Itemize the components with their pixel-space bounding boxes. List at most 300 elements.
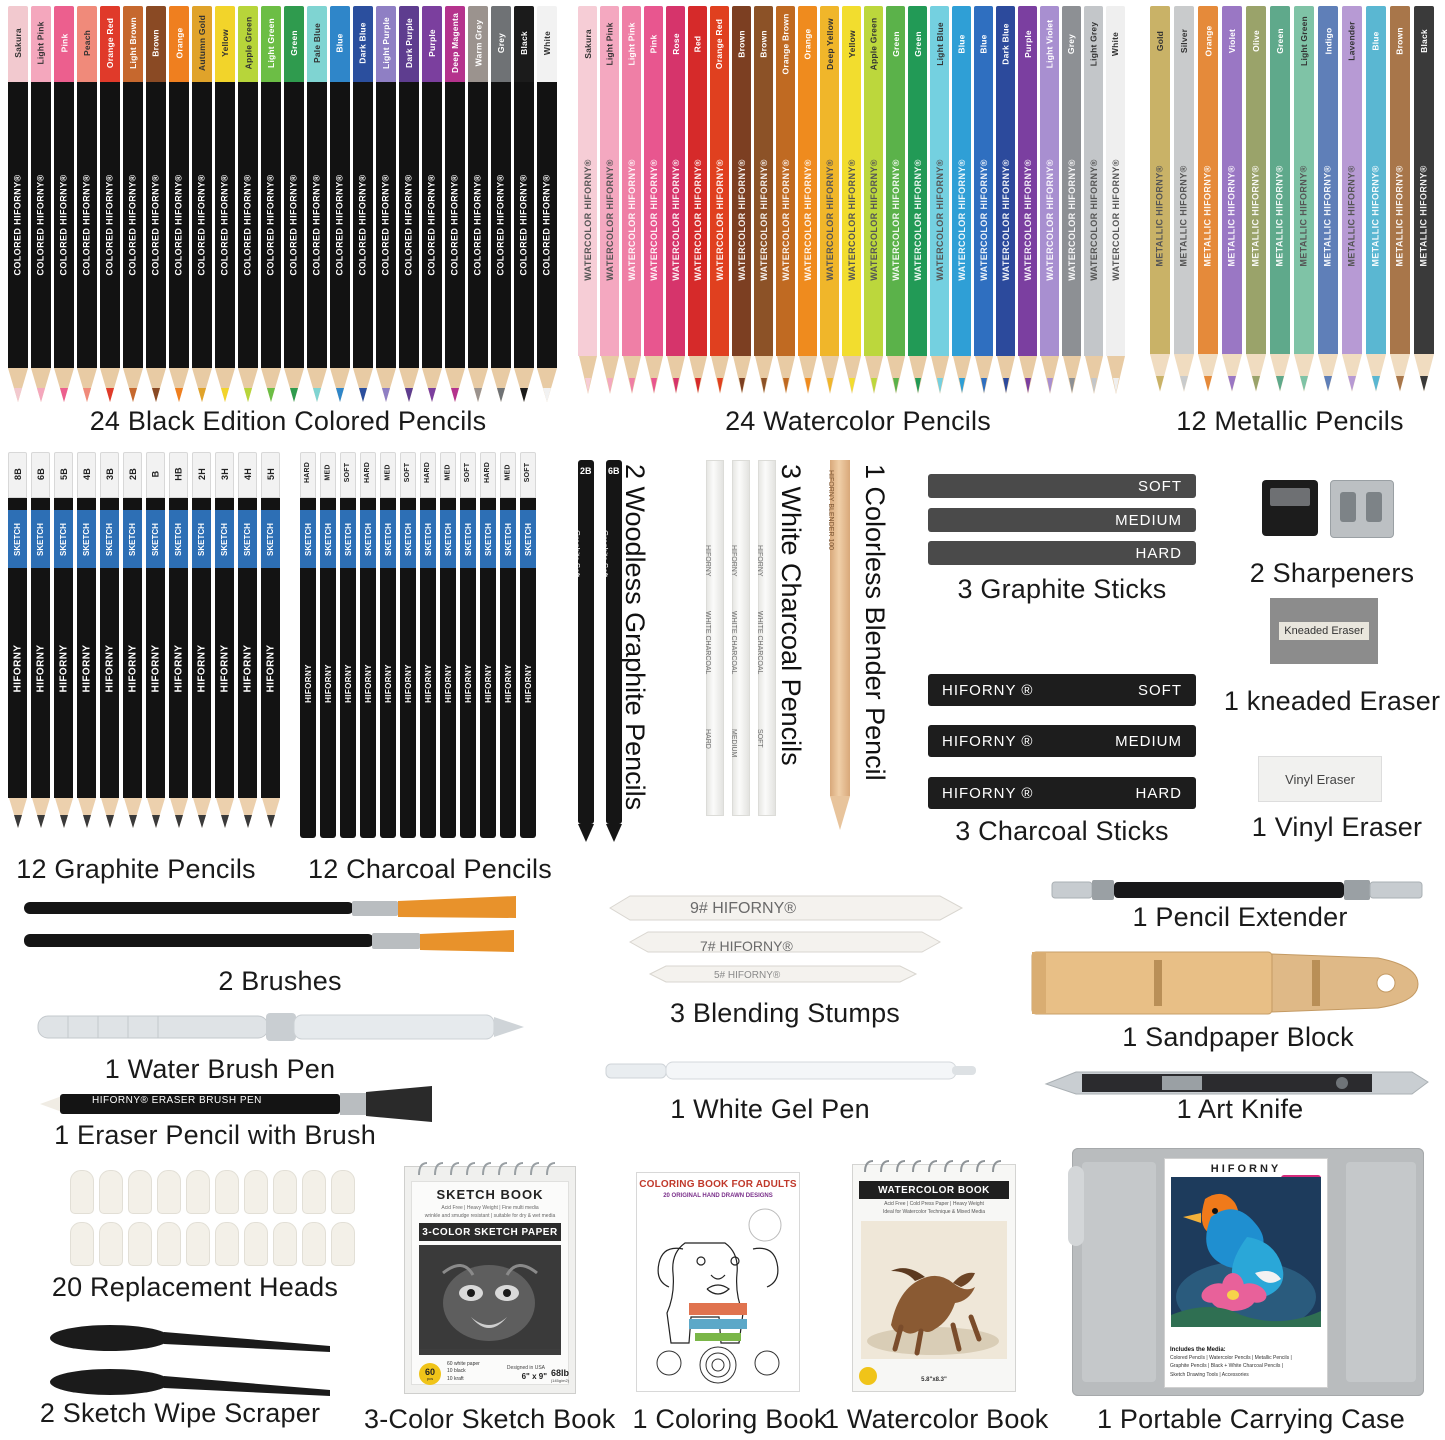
pencil-cap-label: Blue [974,6,993,84]
pencil-cap-label: Sakura [578,6,597,84]
pencil-cap-label: Yellow [215,6,235,82]
pencil-watercolor-12 [842,6,861,393]
pencil-body: COLORED HIFORNY® [468,82,488,368]
pencil-body: METALLIC HIFORNY® [1414,78,1434,354]
pencil-body: SKETCH HIFORNY [8,498,27,798]
charcoal-stick-brand: HIFORNY ® [942,784,1034,802]
pencil-grade-label: 2H [192,452,211,498]
pencil-black-edition-12 [284,6,304,402]
pencil-cap-label: Dark Purple [399,6,419,82]
replacement-head [128,1222,152,1266]
pencil-cap-label: Warm Grey [468,6,488,82]
pencil-body: WATERCOLOR HIFORNY® [842,84,861,356]
pencil-metallic-6 [1294,6,1314,391]
woodless-grade-label: 2B [580,466,592,476]
pencil-body: COLORED HIFORNY® [514,82,534,368]
pencil-body: COLORED HIFORNY® [192,82,212,368]
pencil-series-badge: SKETCH [340,510,356,568]
pencil-lead [1300,376,1308,391]
pencil-lead [1420,376,1428,391]
pencil-black-edition-9 [215,6,235,402]
pencil-blunt-end [420,828,436,838]
pencil-metallic-3 [1222,6,1242,391]
pencil-body: METALLIC HIFORNY® [1366,78,1386,354]
caption-blending-stumps: 3 Blending Stumps [669,998,901,1028]
charcoal-stick-medium [928,725,1196,757]
blender-pencil-label: HIFORNY BLENDER 100 [827,470,834,551]
pencil-cap-label: Light Blue [930,6,949,84]
pencil-black-edition-4 [100,6,120,402]
replacement-head [157,1170,181,1214]
pencil-series-badge: SKETCH [420,510,436,568]
pencil-cap-label: Gold [1150,6,1170,78]
pencil-body: SKETCH HIFORNY [400,498,416,828]
graphite-stick-hard [928,541,1196,565]
caption-carrying-case: 1 Portable Carrying Case [1097,1404,1405,1434]
white-charcoal-grade: HARD [704,729,711,749]
pencil-lead [827,378,833,393]
white-charcoal-brand: HIFORNY [704,545,711,577]
pencil-cap-label: Silver [1174,6,1194,78]
pencil-cap-label: Green [1270,6,1290,78]
caption-white-gel-pen: 1 White Gel Pen [670,1094,870,1124]
pencil-blunt-end [440,828,456,838]
replacement-head [273,1222,297,1266]
pencil-black-edition-23 [537,6,557,402]
pencil-lead [221,388,229,402]
water-brush-pen [28,1002,528,1052]
pencil-blunt-end [500,828,516,838]
pencil-grade-label: HARD [420,452,436,498]
replacement-head [302,1170,326,1214]
pencil-body: COLORED HIFORNY® [261,82,281,368]
charcoal-stick-brand: HIFORNY ® [942,732,1034,750]
pencil-graphite-6 [146,452,165,828]
pencil-cap-label: Light Purple [376,6,396,82]
replacement-head [331,1222,355,1266]
pencil-body: SKETCH HIFORNY [192,498,211,798]
pencil-black-edition-20 [468,6,488,402]
pencil-black-edition-7 [169,6,189,402]
caption-kneaded-eraser: 1 kneaded Eraser [1223,686,1441,716]
pencil-body: SKETCH HIFORNY [420,498,436,828]
sharpener-silver-hole-1 [1340,492,1356,522]
pencil-lead [1113,378,1119,393]
pencil-body: COLORED HIFORNY® [491,82,511,368]
pencil-series-badge: SKETCH [360,510,376,568]
pencil-cap-label: Rose [666,6,685,84]
pencil-grade-label: 2B [123,452,142,498]
blending-stump-7-label: 7# HIFORNY® [700,938,793,954]
replacement-head [99,1222,123,1266]
pencil-cap-label: Brown [732,6,751,84]
white-charcoal-word: WHITE CHARCOAL [730,611,737,675]
caption-sketch-wipe: 2 Sketch Wipe Scraper [39,1398,321,1428]
pencil-body: METALLIC HIFORNY® [1390,78,1410,354]
pencil-metallic-10 [1390,6,1410,391]
replacement-head [244,1222,268,1266]
pencil-body: WATERCOLOR HIFORNY® [996,84,1015,356]
pencil-lead [893,378,899,393]
white-charcoal-grade: MEDIUM [730,729,737,758]
white-charcoal-pencil-1 [732,460,750,816]
pencil-lead [359,388,367,402]
pencil-lead [1156,376,1164,391]
white-charcoal-pencil-0 [706,460,724,816]
caption-blender: 1 Colorless Blender Pencil [860,464,890,781]
graphite-stick-hard-label: HARD [1135,544,1182,562]
pencil-body: METALLIC HIFORNY® [1342,78,1362,354]
caption-woodless: 2 Woodless Graphite Pencils [620,464,650,811]
pencil-cap-label: Dark Blue [353,6,373,82]
caption-black-edition: 24 Black Edition Colored Pencils [89,406,487,436]
pencil-body: WATERCOLOR HIFORNY® [754,84,773,356]
pencil-cap-label: Autumn Gold [192,6,212,82]
kneaded-eraser-label: Kneaded Eraser [1279,622,1369,640]
pencil-graphite-3 [77,452,96,828]
pencil-body: METALLIC HIFORNY® [1318,78,1338,354]
sharpener-silver-hole-2 [1366,492,1382,522]
pencil-cap-label: Light Brown [123,6,143,82]
pencil-grade-label: 5H [261,452,280,498]
pencil-blunt-end [480,828,496,838]
brushes [16,888,536,968]
pencil-grade-label: HARD [480,452,496,498]
pencil-metallic-9 [1366,6,1386,391]
pencil-watercolor-3 [644,6,663,393]
pencil-body: SKETCH HIFORNY [380,498,396,828]
pencil-watercolor-24 [1106,6,1125,393]
pencil-body: SKETCH HIFORNY [520,498,536,828]
eraser-pencil-label: HIFORNY® ERASER BRUSH PEN [92,1095,262,1106]
pencil-grade-label: SOFT [340,452,356,498]
pencil-series-badge: SKETCH [300,510,316,568]
pencil-body: WATERCOLOR HIFORNY® [578,84,597,356]
white-charcoal-grade: SOFT [756,729,763,748]
pencil-cap-label: Blue [1366,6,1386,78]
pencil-lead [267,388,275,402]
pencil-lead [805,378,811,393]
kneaded-eraser [1270,598,1378,664]
pencil-lead [497,388,505,402]
pencil-metallic-1 [1174,6,1194,391]
pencil-grade-label: HARD [300,452,316,498]
pencil-lead [1025,378,1031,393]
pencil-cap-label: Orange [1198,6,1218,78]
pencil-blunt-end [340,828,356,838]
pencil-lead [405,388,413,402]
colorless-blender-pencil [827,452,860,842]
pencil-lead [244,815,252,828]
pencil-lead [336,388,344,402]
pencil-lead [14,388,22,402]
pencil-body: WATERCOLOR HIFORNY® [930,84,949,356]
pencil-body: SKETCH HIFORNY [480,498,496,828]
pencil-body: COLORED HIFORNY® [169,82,189,368]
pencil-cap-label: Grey [1062,6,1081,84]
pencil-body: COLORED HIFORNY® [238,82,258,368]
pencil-lead [739,378,745,393]
pencil-charcoal-11 [520,452,536,838]
pencil-body: METALLIC HIFORNY® [1246,78,1266,354]
pencil-lead [543,388,551,402]
pencil-body: SKETCH HIFORNY [100,498,119,798]
pencil-body: METALLIC HIFORNY® [1270,78,1290,354]
caption-replacement-heads: 20 Replacement Heads [51,1272,339,1302]
pencil-grade-label: 4H [238,452,257,498]
sketch-book-size: 6" x 9" [521,1372,547,1381]
charcoal-stick-brand: HIFORNY ® [942,681,1034,699]
pencil-lead [783,378,789,393]
watercolor-book-note-2: Ideal for Watercolor Technique & Mixed Media [883,1209,985,1215]
pencil-series-badge: SKETCH [380,510,396,568]
caption-brushes: 2 Brushes [218,966,342,996]
pencil-cap-label: Green [886,6,905,84]
pencil-cap-label: White [537,6,557,82]
pencil-body: WATERCOLOR HIFORNY® [908,84,927,356]
pencil-grade-label: MED [440,452,456,498]
sketch-book-note-1: Acid Free | Heavy Weight | Fine multi media [441,1205,539,1211]
pencil-charcoal-9 [480,452,496,838]
pencil-series-badge: SKETCH [460,510,476,568]
pencil-cap-label: Lavender [1342,6,1362,78]
pencil-body: SKETCH HIFORNY [77,498,96,798]
sketch-book-note-2: wrinkle and smudge resistant | suitable for dry & wet media [424,1213,556,1219]
pencil-watercolor-6 [710,6,729,393]
charcoal-stick-hard-label: HARD [1135,784,1182,802]
woodless-body-label: Graphite Soft [572,530,581,578]
pencil-body: METALLIC HIFORNY® [1198,78,1218,354]
pencil-body: SKETCH HIFORNY [500,498,516,828]
pencil-body: METALLIC HIFORNY® [1150,78,1170,354]
pencil-lead [14,815,22,828]
pencil-charcoal-4 [380,452,396,838]
caption-sharpeners: 2 Sharpeners [1249,558,1415,588]
caption-charcoal: 12 Charcoal Pencils [308,854,552,884]
charcoal-stick-soft-label: SOFT [1138,681,1182,699]
charcoal-pencil-set [300,452,540,838]
pencil-lead [629,378,635,393]
pencil-watercolor-21 [1040,6,1059,393]
pencil-lead [1069,378,1075,393]
pencil-black-edition-13 [307,6,327,402]
pencil-lead [474,388,482,402]
pencil-lead [520,388,528,402]
graphite-stick-medium [928,508,1196,532]
pencil-lead [221,815,229,828]
pencil-black-edition-15 [353,6,373,402]
replacement-head [215,1170,239,1214]
sandpaper-block [1026,944,1426,1034]
pencil-grade-label: SOFT [460,452,476,498]
pencil-cap-label: Light Pink [600,6,619,84]
pencil-lead [267,815,275,828]
pencil-black-edition-21 [491,6,511,402]
pencil-series-badge: SKETCH [123,510,142,568]
pencil-body: SKETCH HIFORNY [169,498,188,798]
replacement-head [331,1170,355,1214]
pencil-body: SKETCH HIFORNY [238,498,257,798]
pencil-watercolor-19 [996,6,1015,393]
sketch-book-detail-2: 10 black [447,1368,466,1374]
white-gel-pen [600,1050,980,1090]
pencil-graphite-4 [100,452,119,828]
pencil-series-badge: SKETCH [238,510,257,568]
pencil-blunt-end [520,828,536,838]
pencil-body: WATERCOLOR HIFORNY® [622,84,641,356]
coloring-book-title: COLORING BOOK FOR ADULTS [639,1179,797,1190]
pencil-grade-label: MED [380,452,396,498]
case-includes-title: Includes the Media: [1170,1347,1226,1353]
pencil-body: SKETCH HIFORNY [320,498,336,828]
pencil-series-badge: SKETCH [440,510,456,568]
pencil-lead [1348,376,1356,391]
charcoal-stick-medium-label: MEDIUM [1115,732,1182,750]
pencil-graphite-9 [215,452,234,828]
pencil-lead [959,378,965,393]
pencil-lead [175,815,183,828]
pencil-charcoal-7 [440,452,456,838]
pencil-body: COLORED HIFORNY® [422,82,442,368]
pencil-cap-label: Black [1414,6,1434,78]
replacement-head [128,1170,152,1214]
pencil-cap-label: Purple [1018,6,1037,84]
pencil-lead [382,388,390,402]
pencil-cap-label: Orange Brown [776,6,795,84]
pencil-body: COLORED HIFORNY® [77,82,97,368]
pencil-cap-label: Blue [330,6,350,82]
watercolor-book [852,1164,1016,1392]
pencil-watercolor-5 [688,6,707,393]
pencil-cap-label: Pink [54,6,74,82]
pencil-series-badge: SKETCH [400,510,416,568]
pencil-cap-label: Light Pink [31,6,51,82]
pencil-metallic-7 [1318,6,1338,391]
pencil-cap-label: Yellow [842,6,861,84]
pencil-black-edition-8 [192,6,212,402]
pencil-body: WATERCOLOR HIFORNY® [864,84,883,356]
pencil-blunt-end [320,828,336,838]
pencil-blunt-end [460,828,476,838]
replacement-head [244,1170,268,1214]
sketch-book-band: 3-COLOR SKETCH PAPER [419,1223,561,1241]
pencil-body: WATERCOLOR HIFORNY® [886,84,905,356]
pencil-cap-label: Grey [491,6,511,82]
pencil-grade-label: 3H [215,452,234,498]
pencil-cap-label: Green [284,6,304,82]
pencil-grade-label: 4B [77,452,96,498]
pencil-body: COLORED HIFORNY® [123,82,143,368]
pencil-lead [849,378,855,393]
pencil-watercolor-23 [1084,6,1103,393]
pencil-cap-label: Apple Green [238,6,258,82]
pencil-lead [313,388,321,402]
pencil-lead [1047,378,1053,393]
pencil-body: WATERCOLOR HIFORNY® [798,84,817,356]
pencil-black-edition-0 [8,6,28,402]
pencil-grade-label: 5B [54,452,73,498]
pencil-blunt-end [360,828,376,838]
metallic-pencil-set [1150,6,1438,391]
charcoal-stick-hard [928,777,1196,809]
pencil-body: WATERCOLOR HIFORNY® [600,84,619,356]
pencil-grade-label: SOFT [400,452,416,498]
pencil-lead [1276,376,1284,391]
pencil-body: SKETCH HIFORNY [340,498,356,828]
pencil-grade-label: 3B [100,452,119,498]
portable-carrying-case [1072,1148,1424,1396]
pencil-black-edition-18 [422,6,442,402]
pencil-body: WATERCOLOR HIFORNY® [820,84,839,356]
pencil-cap-label: Light Green [261,6,281,82]
pencil-series-badge: SKETCH [500,510,516,568]
pencil-metallic-5 [1270,6,1290,391]
pencil-body: WATERCOLOR HIFORNY® [1062,84,1081,356]
pencil-series-badge: SKETCH [169,510,188,568]
pencil-series-badge: SKETCH [77,510,96,568]
pencil-graphite-1 [31,452,50,828]
pencil-cap-label: Apple Green [864,6,883,84]
pencil-lead [129,388,137,402]
white-charcoal-word: WHITE CHARCOAL [756,611,763,675]
pencil-charcoal-6 [420,452,436,838]
pencil-cap-label: Orange Red [710,6,729,84]
pencil-lead [37,388,45,402]
pencil-lead [106,388,114,402]
pencil-cap-label: Pale Blue [307,6,327,82]
case-includes-1: Colored Pencils | Watercolor Pencils | Metallic Pencils | [1170,1354,1292,1361]
pencil-lead [1372,376,1380,391]
replacement-head [99,1170,123,1214]
pencil-cap-label: White [1106,6,1125,84]
pencil-lead [1252,376,1260,391]
caption-sketch-book: 3-Color Sketch Book [364,1404,616,1434]
pencil-cap-label: Olive [1246,6,1266,78]
sketch-book-title: SKETCH BOOK [436,1187,544,1202]
pencil-black-edition-3 [77,6,97,402]
graphite-stick-soft [928,474,1196,498]
caption-water-brush-pen: 1 Water Brush Pen [104,1054,336,1084]
sketch-book-count: 60 [424,1366,435,1377]
caption-sandpaper-block: 1 Sandpaper Block [1122,1022,1354,1052]
pencil-lead [1003,378,1009,393]
sketch-book-detail-3: 10 kraft [447,1375,464,1382]
watercolor-book-note-1: Acid Free | Cold Press Paper | Heavy Weight [884,1201,984,1207]
pencil-lead [152,388,160,402]
case-includes-2: Graphite Pencils | Black + White Charcoal Pencils | [1170,1363,1284,1369]
pencil-watercolor-0 [578,6,597,393]
watercolor-pencil-set [578,6,1128,393]
graphite-pencil-set [8,452,284,828]
pencil-lead [60,815,68,828]
pencil-watercolor-16 [930,6,949,393]
pencil-graphite-10 [238,452,257,828]
pencil-body: WATERCOLOR HIFORNY® [644,84,663,356]
pencil-grade-label: HB [169,452,188,498]
pencil-black-edition-19 [445,6,465,402]
pencil-series-badge: SKETCH [320,510,336,568]
caption-coloring-book: 1 Coloring Book [632,1404,828,1434]
pencil-lead [106,815,114,828]
replacement-head [157,1222,181,1266]
pencil-series-badge: SKETCH [192,510,211,568]
pencil-charcoal-8 [460,452,476,838]
pencil-blunt-end [400,828,416,838]
pencil-lead [915,378,921,393]
pencil-black-edition-16 [376,6,396,402]
pencil-grade-label: HARD [360,452,376,498]
pencil-body: WATERCOLOR HIFORNY® [1084,84,1103,356]
